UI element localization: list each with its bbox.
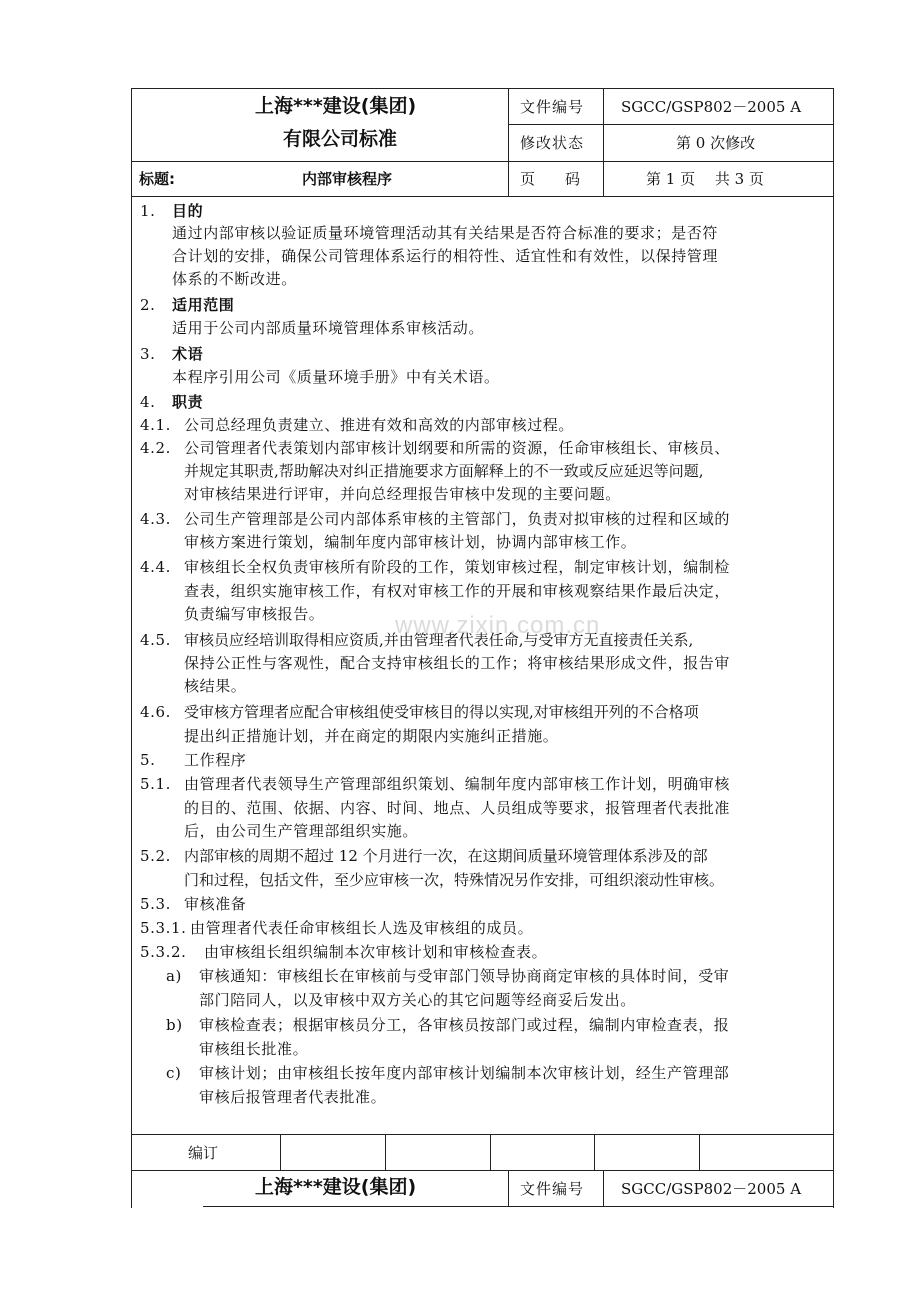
item-number: 4.6. bbox=[140, 703, 172, 721]
body-line: 适用于公司内部质量环境管理体系审核活动。 bbox=[172, 319, 485, 337]
item-number: 5.3.2. bbox=[140, 943, 187, 961]
body-line: 由管理者代表任命审核组长人选及审核组的成员。 bbox=[190, 919, 534, 937]
body-line: 本程序引用公司《质量环境手册》中有关术语。 bbox=[172, 368, 500, 386]
body-line: 公司总经理负责建立、推进有效和高效的内部审核过程。 bbox=[184, 416, 575, 434]
section-number: 2. bbox=[140, 296, 156, 314]
page-label: 页 码 bbox=[520, 170, 581, 188]
body-line: 审核组长批准。 bbox=[199, 1040, 309, 1058]
revision-label: 修改状态 bbox=[520, 134, 585, 152]
body-line: 查表，组织实施审核工作，有权对审核工作的开展和审核观察结果作最后决定， bbox=[184, 582, 731, 600]
title-label: 标题: bbox=[139, 170, 175, 188]
body-line: 通过内部审核以验证质量环境管理活动其有关结果是否符合标准的要求；是否符 bbox=[172, 224, 719, 242]
section-heading: 工作程序 bbox=[184, 751, 247, 769]
body-line: 部门陪同人，以及审核中双方关心的其它问题等经商妥后发出。 bbox=[199, 991, 636, 1009]
body-line: 保持公正性与客观性，配合支持审核组长的工作；将审核结果形成文件，报告审 bbox=[184, 654, 731, 672]
body-line: 受审核方管理者应配合审核组使受审核目的得以实现,对审核组开列的不合格项 bbox=[184, 703, 699, 721]
body-line: 审核方案进行策划，编制年度内部审核计划，协调内部审核工作。 bbox=[184, 533, 637, 551]
item-number: 5.3. bbox=[140, 895, 172, 913]
section-number: 1. bbox=[140, 202, 156, 220]
page-value: 第 1 页 共 3 页 bbox=[646, 170, 764, 188]
list-marker: c) bbox=[166, 1064, 182, 1082]
body-line: 负责编写审核报告。 bbox=[184, 605, 325, 623]
body-line: 合计划的安排，确保公司管理体系运行的相符性、适宜性和有效性，以保持管理 bbox=[172, 247, 719, 265]
body-line: 审核后报管理者代表批准。 bbox=[199, 1088, 387, 1106]
body-line: 由管理者代表领导生产管理部组织策划、编制年度内部审核工作计划，明确审核 bbox=[184, 775, 731, 793]
item-number: 4.1. bbox=[140, 416, 172, 434]
doc-no-label: 文件编号 bbox=[520, 1180, 585, 1198]
body-line: 后，由公司生产管理部组织实施。 bbox=[184, 822, 419, 840]
body-line: 提出纠正措施计划，并在商定的期限内实施纠正措施。 bbox=[184, 727, 559, 745]
section-number: 5. bbox=[140, 751, 156, 769]
body-line: 内部审核的周期不超过 12 个月进行一次，在这期间质量环境管理体系涉及的部 bbox=[184, 847, 708, 865]
body-line: 审核通知：审核组长在审核前与受审部门领导协商商定审核的具体时间，受审 bbox=[199, 967, 730, 985]
company-name-line1: 上海***建设(集团) bbox=[255, 95, 417, 117]
section-heading: 术语 bbox=[172, 345, 204, 363]
item-number: 4.5. bbox=[140, 631, 172, 649]
watermark: www.zixin.com.cn bbox=[395, 612, 601, 639]
body-line: 并规定其职责,帮助解决对纠正措施要求方面解释上的不一致或反应延迟等问题, bbox=[184, 462, 704, 480]
doc-no-value: SGCC/GSP802－2005 A bbox=[621, 98, 802, 116]
body-line: 审核组长全权负责审核所有阶段的工作，策划审核过程，制定审核计划，编制检 bbox=[184, 558, 731, 576]
section-heading: 目的 bbox=[172, 202, 204, 220]
item-number: 5.2. bbox=[140, 847, 172, 865]
body-line: 的目的、范围、依据、内容、时间、地点、人员组成等要求，报管理者代表批准 bbox=[184, 799, 731, 817]
item-number: 4.2. bbox=[140, 439, 172, 457]
item-number: 5.3.1. bbox=[140, 919, 187, 937]
body-line: 公司生产管理部是公司内部体系审核的主管部门，负责对拟审核的过程和区域的 bbox=[184, 510, 731, 528]
item-number: 4.3. bbox=[140, 510, 172, 528]
section-number: 4. bbox=[140, 393, 156, 411]
company-name-line1: 上海***建设(集团) bbox=[255, 1176, 417, 1198]
body-line: 审核员应经培训取得相应资质,并由管理者代表任命,与受审方无直接责任关系, bbox=[184, 631, 694, 649]
list-marker: a) bbox=[166, 967, 182, 985]
body-line: 核结果。 bbox=[184, 677, 247, 695]
body-line: 审核计划；由审核组长按年度内部审核计划编制本次审核计划，经生产管理部 bbox=[199, 1064, 730, 1082]
doc-no-value: SGCC/GSP802－2005 A bbox=[621, 1180, 802, 1198]
section-heading: 职责 bbox=[172, 393, 204, 411]
body-line: 对审核结果进行评审，并向总经理报告审核中发现的主要问题。 bbox=[184, 485, 621, 503]
body-line: 公司管理者代表策划内部审核计划纲要和所需的资源，任命审核组长、审核员、 bbox=[184, 439, 731, 457]
doc-no-label: 文件编号 bbox=[520, 98, 585, 116]
body-line: 由审核组长组织编制本次审核计划和审核检查表。 bbox=[204, 943, 548, 961]
revise-label: 编订 bbox=[188, 1144, 219, 1162]
body-line: 审核检查表；根据审核员分工，各审核员按部门或过程，编制内审检查表，报 bbox=[199, 1016, 730, 1034]
body-line: 审核准备 bbox=[184, 895, 247, 913]
document-title: 内部审核程序 bbox=[302, 170, 393, 188]
body-line: 体系的不断改进。 bbox=[172, 270, 297, 288]
revision-value: 第 0 次修改 bbox=[676, 134, 756, 152]
list-marker: b) bbox=[166, 1016, 183, 1034]
body-line: 门和过程，包括文件，至少应审核一次，特殊情况另作安排，可组织滚动性审核。 bbox=[184, 871, 725, 889]
section-heading: 适用范围 bbox=[172, 296, 235, 314]
company-name-line2: 有限公司标准 bbox=[283, 128, 398, 150]
section-number: 3. bbox=[140, 345, 156, 363]
item-number: 5.1. bbox=[140, 775, 172, 793]
item-number: 4.4. bbox=[140, 558, 172, 576]
